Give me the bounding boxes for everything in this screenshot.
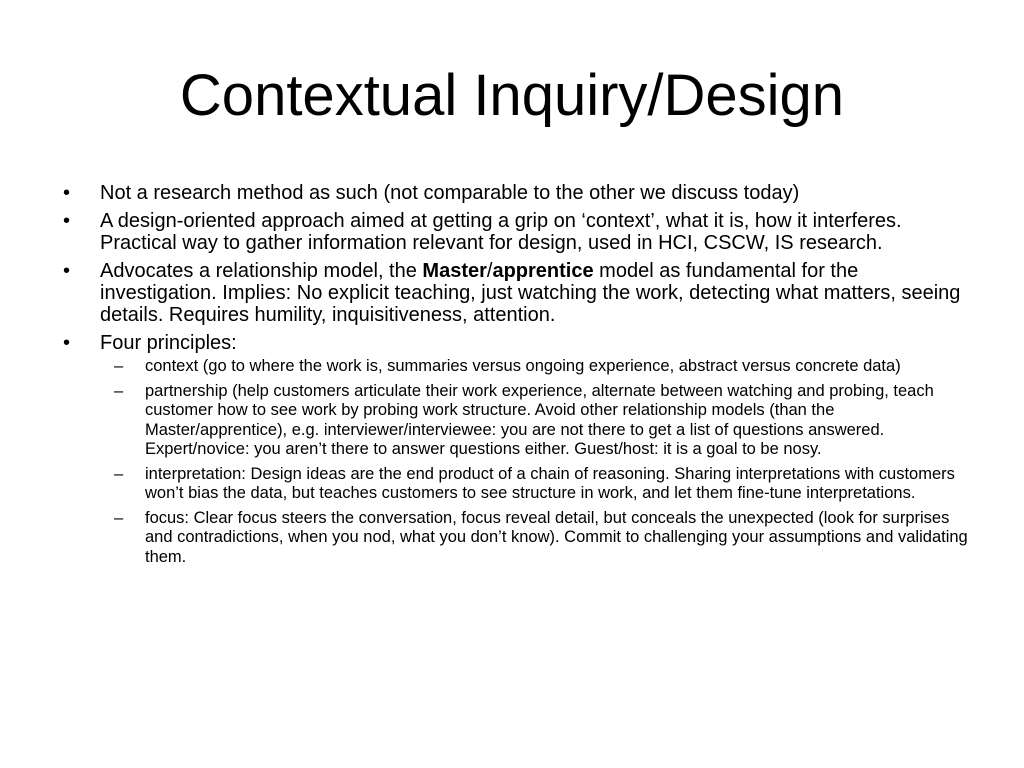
sub-marker: –	[114, 464, 124, 483]
bullet-item-3	[60, 260, 970, 326]
bullet-item-4	[60, 332, 970, 567]
slide-title: Contextual Inquiry/Design	[179, 63, 845, 128]
bullet-marker: •	[63, 260, 71, 282]
slash-text: /	[486, 260, 493, 282]
sub-item-interpretation	[100, 465, 970, 504]
bullet-text: Not a research method as such (not comparable to the other we discuss today)	[100, 182, 800, 204]
sub-item-partnership	[100, 382, 970, 460]
sub-item-text: focus: Clear focus steers the conversation, focus reveal detail, but conceals the unexpected (look for surprises and contradictions, when you nod, what you don’t know). Commit to challenging your assumptions and validating them.	[145, 508, 968, 566]
bold-master: Master	[422, 260, 487, 282]
sub-item-context	[100, 357, 970, 377]
sub-item-focus	[100, 509, 970, 568]
sub-item-text: context (go to where the work is, summaries versus ongoing experience, abstract versus concrete data)	[145, 357, 901, 375]
bullet-text-before: Advocates a relationship model, the	[100, 260, 423, 282]
bullet-marker: •	[63, 182, 71, 204]
sub-bullet-list	[100, 357, 970, 567]
bullet-text: A design-oriented approach aimed at getting a grip on ‘context’, what it is, how it interferes. Practical way to gather information relevant for design, used in HCI, CSCW, IS research.	[100, 210, 902, 254]
sub-item-text: interpretation: Design ideas are the end product of a chain of reasoning. Sharing interpretations with customers won’t bias the data, but teaches customers to see structure in work, and let them fine-tune interpretations.	[145, 464, 955, 502]
sub-item-text: partnership (help customers articulate their work experience, alternate between watching and probing, teach customer how to see work by probing work structure. Avoid other relationship models (than the Master/apprentice), e.g. interviewer/interviewee: you are not there to get a list of questions answered. Expert/novice: you aren’t there to answer questions either. Guest/host: it is a goal to be nosy.	[145, 381, 934, 458]
bullet-marker: •	[63, 332, 71, 354]
sub-marker: –	[114, 357, 124, 375]
sub-marker: –	[114, 508, 124, 527]
bold-apprentice: apprentice	[492, 260, 594, 282]
bullet-marker: •	[63, 210, 71, 232]
sub-marker: –	[114, 381, 124, 400]
bullet-text: Four principles:	[100, 332, 237, 354]
bullet-list	[60, 182, 970, 573]
bullet-item-2	[60, 210, 970, 254]
bullet-text-after: model as fundamental for the investigation. Implies: No explicit teaching, just watching the work, detecting what matters, seeing details. Requires humility, inquisitiveness, attention.	[100, 260, 961, 326]
bullet-item-1	[60, 182, 970, 204]
